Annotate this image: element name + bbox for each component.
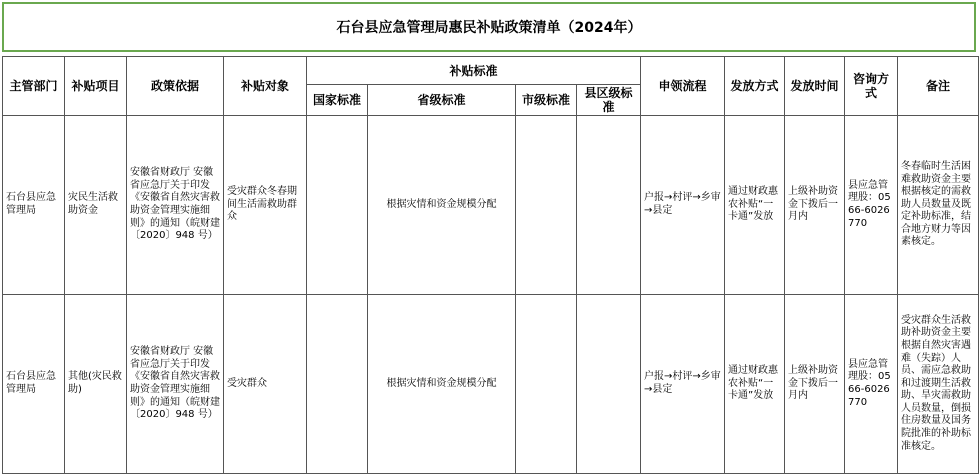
cell-target: 受灾群众 [224,295,307,474]
cell-item: 灾民生活救助资金 [65,116,127,295]
cell-process: 户报→村评→乡审→县定 [641,295,725,474]
policy-table [2,56,979,474]
header-basis: 政策依据 [127,57,224,116]
table-row [3,116,979,295]
table-row [3,295,979,474]
cell-county [577,295,641,474]
header-standard: 补贴标准 [307,57,641,85]
cell-city [516,295,577,474]
header-national: 国家标准 [307,85,368,116]
header-method: 发放方式 [725,57,785,116]
cell-county [577,116,641,295]
cell-city [516,116,577,295]
cell-time: 上级补助资金下拨后一月内 [785,295,845,474]
header-row-1 [3,57,979,85]
cell-method: 通过财政惠农补贴“一卡通”发放 [725,295,785,474]
cell-dept: 石台县应急管理局 [3,116,65,295]
cell-consult: 县应急管理股：0566-6026770 [845,116,898,295]
cell-basis: 安徽省财政厅 安徽省应急厅关于印发《安徽省自然灾害救助资金管理实施细则》的通知（皖财建〔2020〕948 号） [127,295,224,474]
cell-provincial: 根据灾情和资金规模分配 [368,116,516,295]
sheet-title: 石台县应急管理局惠民补贴政策清单（2024年） [2,2,976,52]
header-remarks: 备注 [898,57,979,116]
header-consult: 咨询方式 [845,57,898,116]
cell-process: 户报→村评→乡审→县定 [641,116,725,295]
header-dept: 主管部门 [3,57,65,116]
cell-time: 上级补助资金下拨后一月内 [785,116,845,295]
header-target: 补贴对象 [224,57,307,116]
header-city: 市级标准 [516,85,577,116]
cell-dept: 石台县应急管理局 [3,295,65,474]
cell-method: 通过财政惠农补贴“一卡通”发放 [725,116,785,295]
header-item: 补贴项目 [65,57,127,116]
cell-national [307,116,368,295]
cell-basis: 安徽省财政厅 安徽省应急厅关于印发《安徽省自然灾害救助资金管理实施细则》的通知（皖财建〔2020〕948 号） [127,116,224,295]
cell-national [307,295,368,474]
cell-remarks: 冬春临时生活困难救助资金主要根据核定的需救助人员数量及既定补助标准，结合地方财力等因素核定。 [898,116,979,295]
cell-consult: 县应急管理股：0566-6026770 [845,295,898,474]
cell-provincial: 根据灾情和资金规模分配 [368,295,516,474]
cell-item: 其他(灾民救助) [65,295,127,474]
cell-target: 受灾群众冬春期间生活需救助群众 [224,116,307,295]
cell-remarks: 受灾群众生活救助补助资金主要根据自然灾害遇难（失踪）人员、需应急救助和过渡期生活救助、旱灾需救助人员数量，倒损住房数量及国务院批准的补助标准核定。 [898,295,979,474]
header-provincial: 省级标准 [368,85,516,116]
header-county: 县区级标准 [577,85,641,116]
header-time: 发放时间 [785,57,845,116]
header-process: 申领流程 [641,57,725,116]
